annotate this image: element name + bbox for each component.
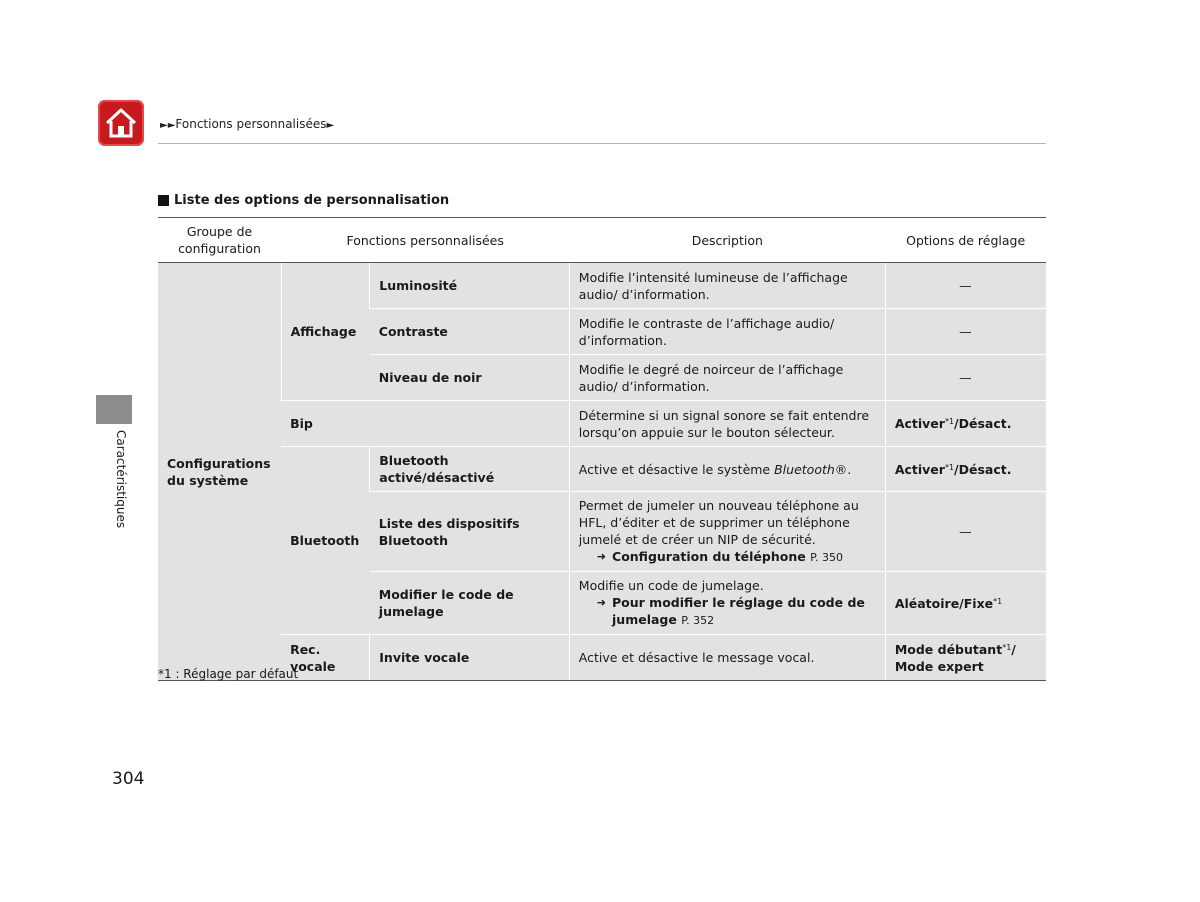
subgroup-bluetooth: Bluetooth	[281, 447, 370, 635]
function-description: Active et désactive le système Bluetooth®.	[569, 447, 885, 492]
function-description: Modifie le degré de noirceur de l’affichage audio/ d’information.	[569, 355, 885, 401]
function-description: Modifie l’intensité lumineuse de l’affichage audio/ d’information.	[569, 263, 885, 309]
function-name: Modifier le code de jumelage	[370, 572, 570, 635]
header-description: Description	[569, 218, 885, 263]
function-description: Modifie le contraste de l’affichage audio/ d’information.	[569, 309, 885, 355]
function-option: Activer$^{*1}$/Désact.	[885, 447, 1046, 492]
footnote: *1 : Réglage par défaut	[158, 667, 299, 681]
function-description: Modifie un code de jumelage. ➜ Pour modifier le réglage du code de jumelage P. 352	[569, 572, 885, 635]
function-description: Active et désactive le message vocal.	[569, 635, 885, 681]
function-description: Permet de jumeler un nouveau téléphone au HFL, d’éditer et de supprimer un téléphone jumelé et de créer un NIP de sécurité. ➜ Configuration du téléphone P. 350	[569, 492, 885, 572]
table-row	[158, 447, 1046, 492]
section-label: Caractéristiques	[114, 430, 128, 529]
reference-link[interactable]: ➜ Configuration du téléphone P. 350	[596, 549, 843, 564]
subgroup-bip: Bip	[281, 401, 569, 447]
function-option: —	[885, 355, 1046, 401]
section-tab	[96, 395, 132, 424]
header-group: Groupe de configuration	[158, 218, 281, 263]
function-name: Bluetooth activé/désactivé	[370, 447, 570, 492]
home-button[interactable]	[98, 100, 144, 146]
function-name: Contraste	[370, 309, 570, 355]
header-function: Fonctions personnalisées	[281, 218, 569, 263]
reference-arrow-icon: ➜	[596, 596, 607, 609]
group-label: Configurations du système	[158, 263, 281, 681]
reference-link[interactable]: ➜ Pour modifier le réglage du code de jumelage P. 352	[596, 595, 865, 627]
table-header-row	[158, 218, 1046, 263]
section-title	[158, 193, 449, 208]
reference-arrow-icon: ➜	[596, 550, 607, 563]
page-number: 304	[112, 769, 145, 789]
function-name: Liste des dispositifs Bluetooth	[370, 492, 570, 572]
function-description: Détermine si un signal sonore se fait entendre lorsqu’on appuie sur le bouton sélecteur.	[569, 401, 885, 447]
home-icon	[104, 107, 138, 139]
breadcrumb-arrow-icon: ►►	[160, 120, 176, 131]
table-row	[158, 263, 1046, 309]
header-divider	[158, 143, 1046, 144]
subgroup-voice: Rec. vocale	[281, 635, 370, 681]
breadcrumb	[160, 117, 334, 131]
breadcrumb-arrow-icon: ►	[326, 120, 335, 131]
function-option: Mode débutant$^{*1}$/ Mode expert	[885, 635, 1046, 681]
function-option: Aléatoire/Fixe$^{*1}$	[885, 572, 1046, 635]
table-row	[158, 401, 1046, 447]
square-bullet-icon	[158, 195, 169, 206]
options-table	[158, 217, 1046, 681]
function-name: Invite vocale	[370, 635, 570, 681]
function-option: —	[885, 309, 1046, 355]
breadcrumb-label[interactable]: Fonctions personnalisées	[175, 117, 327, 131]
function-name: Niveau de noir	[370, 355, 570, 401]
subgroup-affichage: Affichage	[281, 263, 370, 401]
header-options: Options de réglage	[885, 218, 1046, 263]
function-option: —	[885, 263, 1046, 309]
function-option: —	[885, 492, 1046, 572]
function-name: Luminosité	[370, 263, 570, 309]
function-option: Activer$^{*1}$/Désact.	[885, 401, 1046, 447]
section-title-text: Liste des options de personnalisation	[174, 193, 450, 208]
